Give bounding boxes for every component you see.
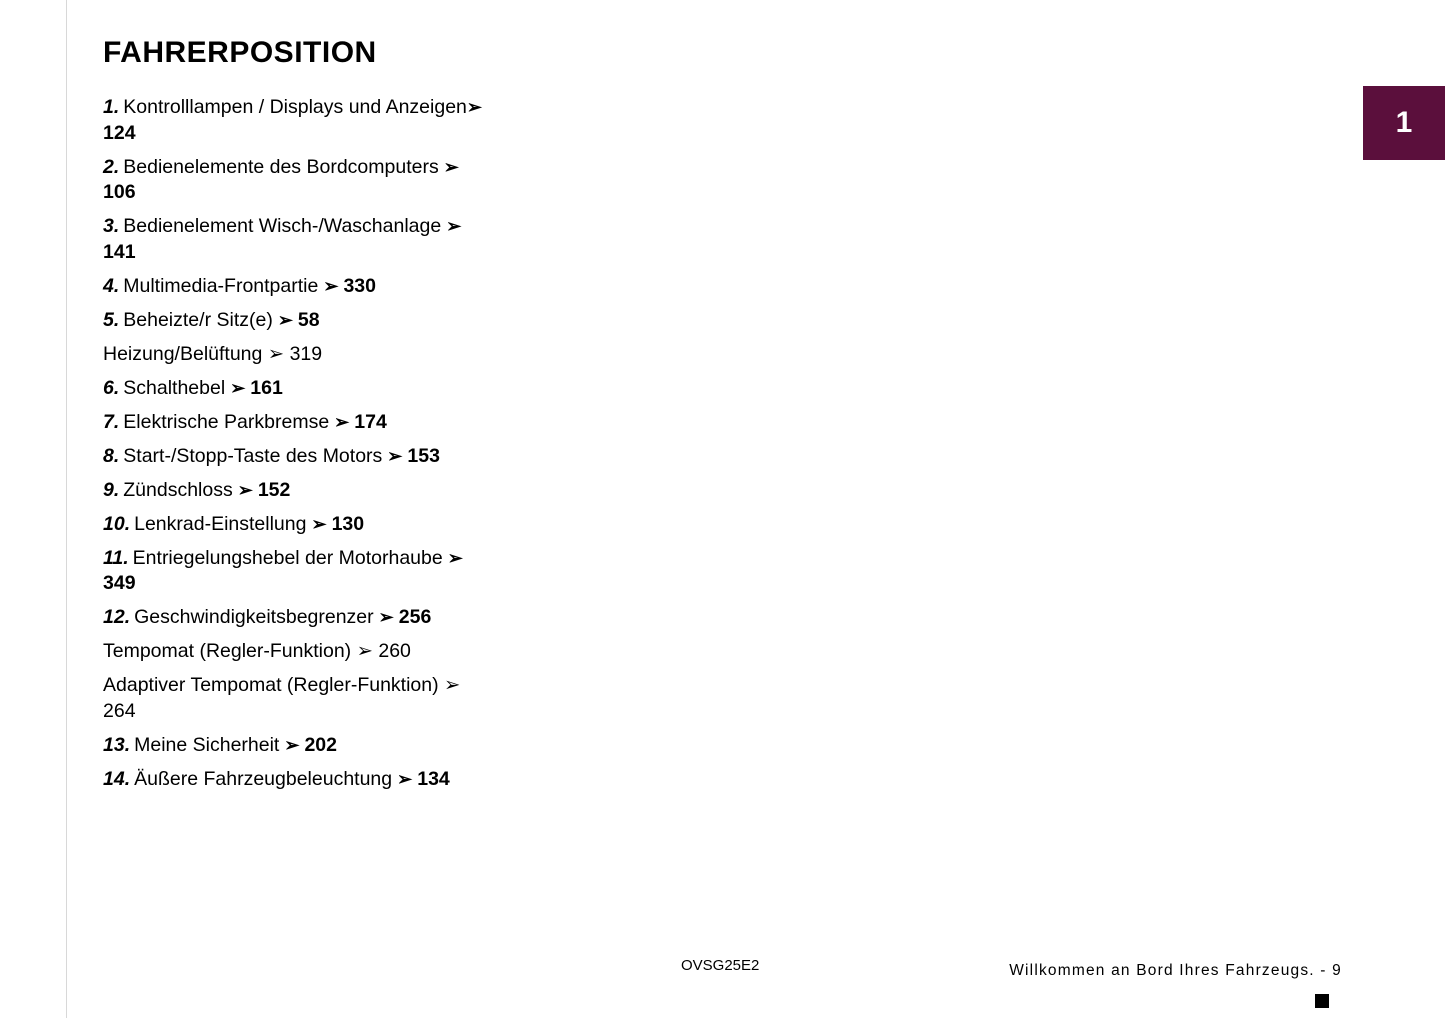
page-reference-arrow-icon: ➢ (392, 768, 418, 789)
page-reference-arrow-icon: ➢ (382, 445, 408, 466)
list-item-number: 2. (103, 155, 120, 178)
list-item-label: Zündschloss (123, 478, 233, 501)
list-item-label: Kontrolllampen / Displays und Anzeigen (123, 96, 467, 118)
list-item-number: 3. (103, 215, 120, 237)
list-item (103, 546, 493, 597)
list-item-label: Start-/Stopp-Taste des Motors (123, 444, 383, 467)
list-item-label: Geschwindigkeitsbegrenzer (134, 606, 374, 628)
page-reference-arrow-icon: ➢ (306, 513, 332, 534)
list-item (103, 478, 493, 504)
list-item-number: 9. (103, 478, 120, 501)
page-reference-number: 130 (331, 512, 365, 535)
footer-document-code: OVSG25E2 (681, 957, 760, 974)
page-reference-number: 134 (417, 767, 450, 790)
list-item-number: 8. (103, 444, 120, 467)
list-item-label: Elektrische Parkbremse (123, 410, 330, 433)
list-item (103, 155, 493, 206)
item-list (103, 95, 493, 801)
list-item-label: Lenkrad-Einstellung (134, 512, 307, 535)
page-reference-number: 256 (398, 606, 432, 628)
page-title: FAHRERPOSITION (103, 36, 377, 69)
page-reference-arrow-icon: ➢ (438, 156, 459, 177)
list-item (103, 512, 493, 538)
page-reference-number: 264 (103, 699, 136, 722)
page-reference-arrow-icon: ➢ (373, 607, 399, 627)
list-item-label: Bedienelemente des Bordcomputers (123, 155, 439, 178)
page-reference-number: 260 (378, 640, 411, 662)
page-reference-arrow-icon: ➢ (232, 479, 258, 500)
list-item-number: 5. (103, 308, 120, 331)
page-reference-arrow-icon: ➢ (441, 216, 462, 236)
list-item-number: 7. (103, 410, 120, 433)
list-item (103, 95, 493, 146)
list-item-label: Meine Sicherheit (134, 733, 280, 756)
list-item-label: Beheizte/r Sitz(e) (123, 308, 273, 331)
list-item-label: Tempomat (Regler-Funktion) (103, 640, 352, 662)
list-item (103, 639, 493, 665)
page-reference-number: 161 (250, 376, 283, 399)
page-reference-arrow-icon: ➢ (438, 674, 461, 696)
list-item-number: 13. (103, 733, 131, 756)
footer-running-title: Willkommen an Bord Ihres Fahrzeugs. - 9 (1009, 962, 1342, 979)
page-reference-arrow-icon: ➢ (466, 97, 482, 117)
list-item (103, 342, 493, 368)
list-item (103, 767, 493, 793)
page-reference-number: 152 (257, 478, 291, 501)
page-left-rule (66, 0, 67, 1018)
page-reference-arrow-icon: ➢ (318, 275, 344, 296)
page-reference-number: 106 (103, 181, 136, 203)
page-reference-number: 153 (407, 444, 440, 467)
list-item (103, 673, 493, 724)
list-item-label: Multimedia-Frontpartie (123, 274, 319, 297)
list-item-label: Schalthebel (123, 376, 226, 399)
page-reference-number: 124 (103, 121, 136, 144)
page-reference-number: 349 (103, 572, 136, 594)
list-item (103, 308, 493, 334)
list-item (103, 444, 493, 470)
page-reference-arrow-icon: ➢ (279, 734, 305, 755)
page-reference-arrow-icon: ➢ (351, 640, 379, 662)
corner-marker (1315, 994, 1329, 1008)
list-item-label: Äußere Fahrzeugbeleuchtung (134, 767, 393, 790)
list-item-number: 4. (103, 274, 120, 297)
page-reference-number: 330 (343, 274, 376, 297)
list-item-number: 6. (103, 376, 120, 399)
list-item-number: 12. (103, 606, 131, 628)
page-reference-number: 319 (289, 342, 323, 365)
list-item (103, 274, 493, 300)
list-item-label: Heizung/Belüftung (103, 342, 263, 365)
list-item (103, 605, 493, 631)
list-item (103, 214, 493, 265)
list-item-number: 1. (103, 96, 120, 118)
page-reference-number: 174 (354, 410, 387, 433)
list-item (103, 733, 493, 759)
page-reference-arrow-icon: ➢ (262, 342, 290, 365)
list-item-label: Adaptiver Tempomat (Regler-Funktion) (103, 674, 439, 696)
page-reference-number: 58 (297, 308, 320, 331)
list-item (103, 410, 493, 436)
page-reference-arrow-icon: ➢ (442, 547, 463, 568)
list-item-number: 14. (103, 767, 131, 790)
list-item-label: Bedienelement Wisch-/Waschanlage (123, 215, 442, 237)
page-reference-arrow-icon: ➢ (329, 411, 355, 432)
page-reference-arrow-icon: ➢ (272, 309, 298, 330)
page-reference-number: 202 (304, 733, 337, 756)
page-reference-arrow-icon: ➢ (225, 377, 251, 398)
list-item (103, 376, 493, 402)
page-reference-number: 141 (103, 240, 136, 263)
list-item-number: 11. (103, 546, 129, 569)
chapter-number-tab: 1 (1363, 86, 1445, 160)
list-item-label: Entriegelungshebel der Motorhaube (132, 546, 443, 569)
list-item-number: 10. (103, 512, 131, 535)
